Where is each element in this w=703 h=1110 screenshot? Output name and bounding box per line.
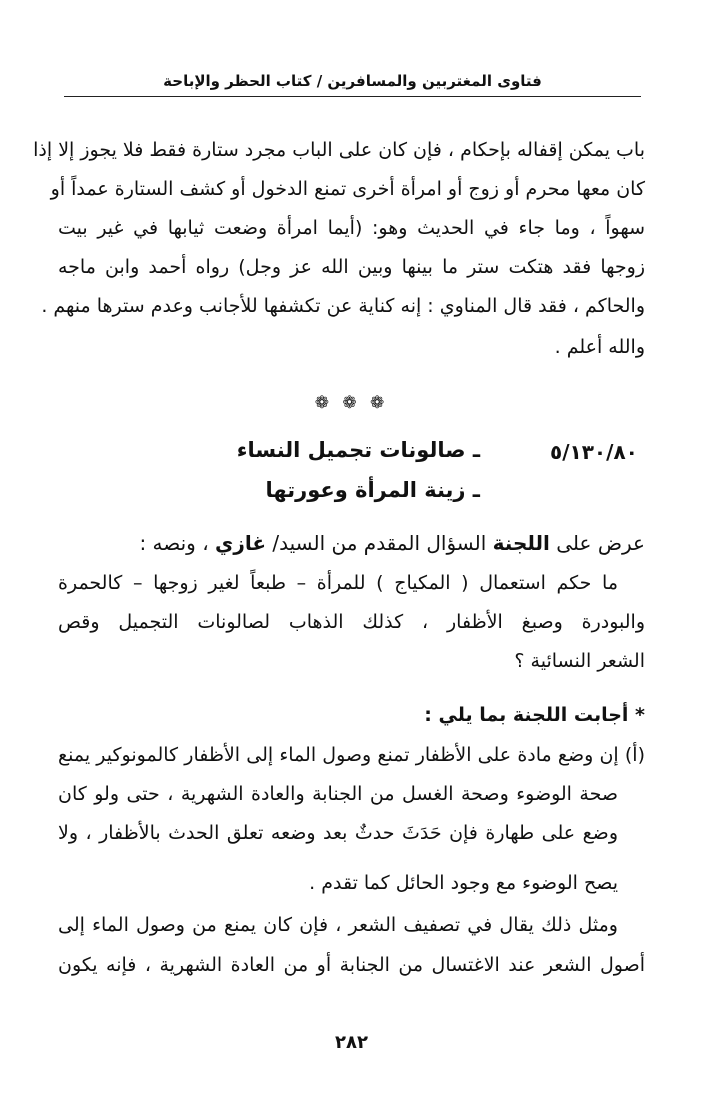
text-line: كان معها محرم أو زوج أو امرأة أخرى تمنع الدخول أو كشف الستارة عمداً أو xyxy=(50,178,645,200)
question-intro xyxy=(58,528,645,558)
text-line: والحاكم ، فقد قال المناوي : إنه كناية عن تكشفها للأجانب وعدم سترها منهم . xyxy=(41,295,645,317)
answer-line: صحة الوضوء وصحة الغسل من الجنابة والعادة الشهرية ، حتى ولو كان xyxy=(58,783,618,805)
text-line: أصول الشعر عند الاغتسال من الجنابة أو من العادة الشهرية ، فإنه يكون xyxy=(58,954,645,976)
fatwa-number: ٥/١٣٠/٨٠ xyxy=(550,440,638,464)
text-line: والله أعلم . xyxy=(554,336,645,358)
header-rule xyxy=(64,96,641,97)
committee-label: اللجنة xyxy=(492,531,550,555)
question-line: والبودرة وصبغ الأظفار ، كذلك الذهاب لصالونات التجميل وقص xyxy=(58,611,645,633)
intro-text: عرض على xyxy=(549,531,645,555)
answer-heading: * أجابت اللجنة بما يلي : xyxy=(424,704,645,726)
fatwa-title: ـ صالونات تجميل النساء xyxy=(236,438,480,462)
answer-line: (أ) إن وضع مادة على الأظفار تمنع وصول الماء إلى الأظفار كالمونوكير يمنع xyxy=(58,744,645,766)
fatwa-subtitle: ـ زينة المرأة وعورتها xyxy=(265,478,480,502)
question-line: الشعر النسائية ؟ xyxy=(514,650,645,672)
text-line: ومثل ذلك يقال في تصفيف الشعر ، فإن كان يمنع من وصول الماء إلى xyxy=(58,914,618,936)
intro-text: ، ونصه : xyxy=(139,531,216,555)
asker-name: غازي xyxy=(215,531,267,555)
intro-text: السؤال المقدم من السيد/ xyxy=(266,531,493,555)
text-line: سهواً ، وما جاء في الحديث وهو: (أيما امرأة وضعت ثيابها في غير بيت xyxy=(58,217,645,239)
text-line: باب يمكن إقفاله بإحكام ، فإن كان على الباب مجرد ستارة فقط فلا يجوز إلا إذا xyxy=(33,139,645,161)
question-line: ما حكم استعمال ( المكياج ) للمرأة – طبعاً لغير زوجها – كالحمرة xyxy=(58,572,618,594)
page-number: ٢٨٢ xyxy=(335,1032,368,1053)
text-line: زوجها فقد هتكت ستر ما بينها وبين الله عز وجل) رواه أحمد وابن ماجه xyxy=(58,256,645,278)
answer-line: وضع على طهارة فإن حَدَثَ حدثٌ بعد وضعه تعلق الحدث بالأظفار ، ولا xyxy=(58,822,618,844)
answer-line: يصح الوضوء مع وجود الحائل كما تقدم . xyxy=(309,872,618,894)
running-header: فتاوى المغتربين والمسافرين / كتاب الحظر والإباحة xyxy=(163,72,542,90)
section-ornament: ❁ ❁ ❁ xyxy=(314,393,389,413)
